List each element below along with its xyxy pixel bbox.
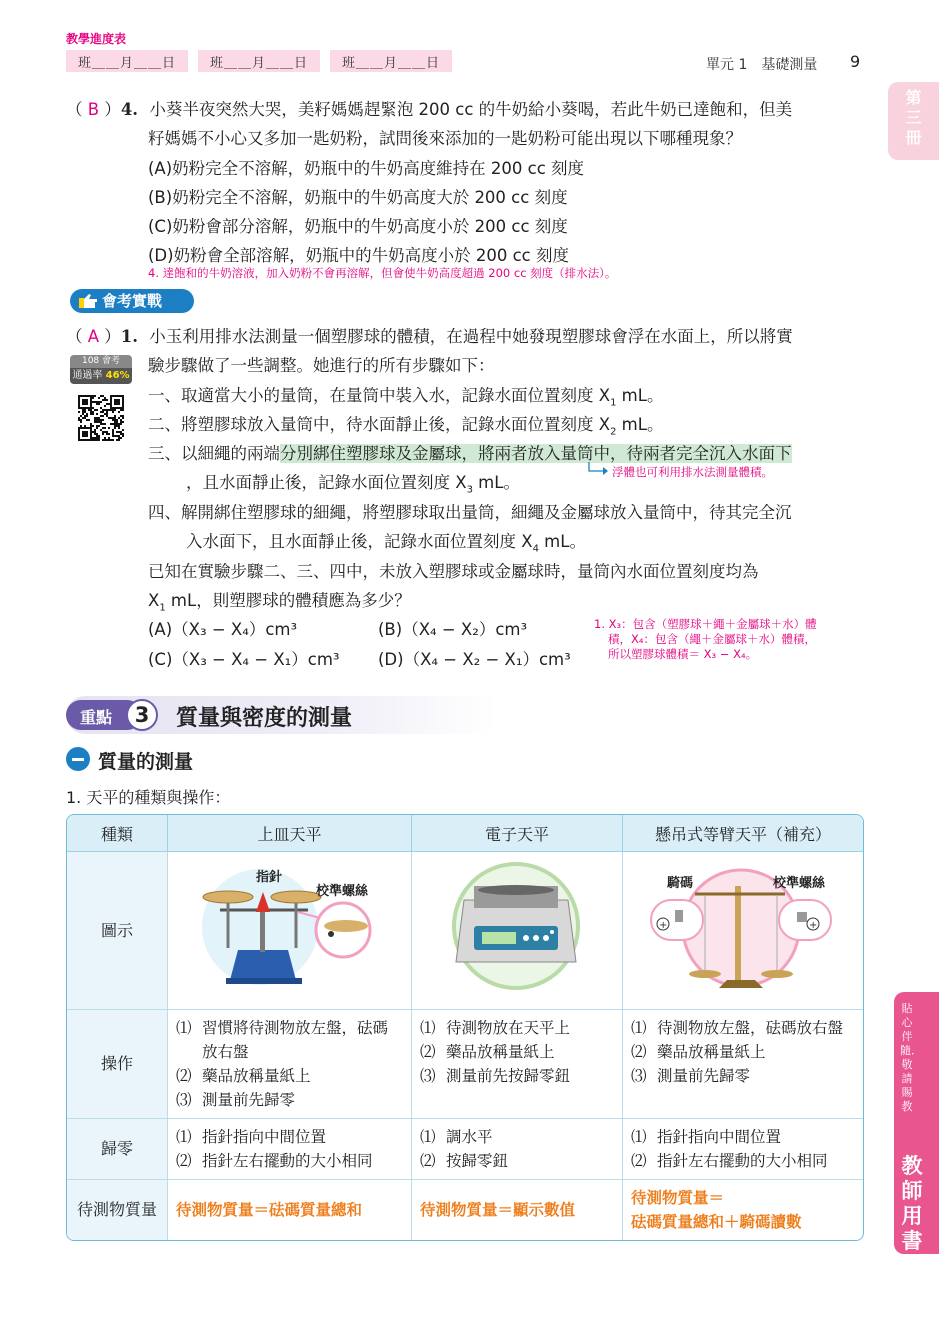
step-3-note: 浮體也可利用排水法測量體積。 (612, 465, 773, 479)
teacher-book-label: 教師用書 (901, 1154, 923, 1253)
minus-circle-icon (66, 747, 90, 771)
step-4-cont: 入水面下，且水面靜止後，記錄水面位置刻度 $X_4$ mL。 (186, 532, 586, 555)
row-label: 圖示 (67, 852, 168, 1010)
equal-arm-balance-image (623, 852, 863, 1010)
schedule-box: 班＿＿月＿＿日 (198, 50, 320, 72)
pointer-label: 指針 (256, 870, 283, 885)
ops-cell: ⑴ 待測物放左盤，砝碼放右盤 ⑵ 藥品放稱量紙上 ⑶ 測量前先歸零 (623, 1010, 863, 1119)
table-row (67, 852, 863, 1010)
question-ask: $X_1$ mL，則塑膠球的體積應為多少？ (148, 591, 411, 614)
table-header: 懸吊式等臂天平（補充） (623, 815, 863, 852)
teacher-book-slogan: 貼心伴隨．敬請賜教 (900, 1002, 922, 1113)
option-d: (D)（X₄ − X₂ − X₁）cm³ (378, 650, 571, 669)
row-label: 待測物質量 (67, 1180, 168, 1240)
section-title: 質量與密度的測量 (176, 706, 353, 731)
option-b: (B)（X₄ − X₂）cm³ (378, 620, 528, 639)
subsection-title: 質量的測量 (98, 751, 194, 773)
question-number: 1. (120, 327, 139, 346)
list-item-1: 1. 天平的種類與操作： (66, 788, 231, 807)
exam-practice-banner (70, 289, 194, 313)
zero-cell: ⑴ 調水平 ⑵ 按歸零鈕 (412, 1119, 623, 1180)
table-row (67, 1180, 863, 1240)
ops-cell: ⑴ 待測物放在天平上 ⑵ 藥品放稱量紙上 ⑶ 測量前先按歸零鈕 (412, 1010, 623, 1119)
section-number: 3 (126, 699, 158, 731)
option-d: (D)奶粉會全部溶解，奶瓶中的牛奶高度小於 200 cc 刻度 (148, 246, 569, 265)
screw-label: 校準螺絲 (316, 884, 369, 899)
question-stem: 籽媽媽不小心又多加一匙奶粉，試問後來添加的一匙奶粉可能出現以下哪種現象？ (148, 129, 742, 148)
option-c: (C)（X₃ − X₄ − X₁）cm³ (148, 650, 340, 669)
running-head: 單元 1 基礎測量 (706, 57, 818, 73)
table-header: 上皿天平 (168, 815, 412, 852)
balance-table (66, 814, 864, 1241)
qr-code-icon[interactable] (78, 395, 124, 441)
option-a: (A)（X₃ − X₄）cm³ (148, 620, 298, 639)
step-4: 四、解開綁住塑膠球的細繩，將塑膠球取出量筒，細繩及金屬球放入量筒中，待其完全沉 (148, 503, 792, 522)
arrow-icon (586, 462, 610, 476)
table-row (67, 1010, 863, 1119)
teacher-book-tab (894, 992, 939, 1254)
zero-cell: ⑴ 指針指向中間位置 ⑵ 指針左右擺動的大小相同 (168, 1119, 412, 1180)
question-stem: 小葵半夜突然大哭，美籽媽媽趕緊泡 200 cc 的牛奶給小葵喝，若此牛奶已達飽和，但美 (149, 100, 793, 119)
option-a: (A)奶粉完全不溶解，奶瓶中的牛奶高度維持在 200 cc 刻度 (148, 159, 585, 178)
answer-note: 1. X₃：包含（塑膠球＋繩＋金屬球＋水）體 積，X₄：包含（繩＋金屬球＋水）體積， 所以塑膠球體積＝ X₃ − X₄。 (594, 617, 817, 661)
question-stem: 驗步驟做了一些調整。她進行的所有步驟如下： (148, 356, 495, 375)
known-condition: 已知在實驗步驟二、三、四中，未放入塑膠球或金屬球時，量筒內水面位置刻度均為 (148, 562, 759, 581)
schedule-box: 班＿＿月＿＿日 (330, 50, 452, 72)
volume-tab-text: 第三冊 (905, 88, 922, 147)
section-label: 重點 (80, 708, 113, 727)
pan-balance-image (168, 852, 412, 1010)
banner-label: 會考實戰 (102, 292, 163, 310)
equal-arm-balance-illustration (623, 852, 863, 1002)
step-3: 三、以細繩的兩端分別綁住塑膠球及金屬球，將兩者放入量筒中，待兩者完全沉入水面下 (148, 444, 792, 463)
ops-cell: ⑴ 習慣將待測物放左盤，砝碼放右盤 ⑵ 藥品放稱量紙上 ⑶ 測量前先歸零 (168, 1010, 412, 1119)
svg-text:+: + (809, 920, 818, 931)
pass-rate: 通過率 46% (70, 368, 132, 384)
highlighted-text: 分別綁住塑膠球及金屬球，將兩者放入量筒中，待兩者完全沉入水面下 (280, 444, 792, 463)
zero-cell: ⑴ 指針指向中間位置 ⑵ 指針左右擺動的大小相同 (623, 1119, 863, 1180)
question-number: 4. (120, 100, 139, 119)
mass-cell: 待測物質量＝ 砝碼質量總和＋騎碼讀數 (631, 1189, 802, 1231)
step-1: 一、取適當大小的量筒，在量筒中裝入水，記錄水面位置刻度 $X_1$ mL。 (148, 386, 664, 409)
pan-balance-illustration (168, 852, 411, 1002)
option-c: (C)奶粉會部分溶解，奶瓶中的牛奶高度小於 200 cc 刻度 (148, 217, 568, 236)
table-header: 電子天平 (412, 815, 623, 852)
mass-cell: 待測物質量＝顯示數值 (412, 1180, 623, 1240)
table-header-row (67, 815, 863, 852)
screw-label: 校準螺絲 (773, 876, 826, 891)
electronic-balance-image (412, 852, 623, 1010)
table-row (67, 1119, 863, 1180)
schedule-title: 教學進度表 (66, 32, 127, 46)
pointing-hand-icon (78, 292, 98, 310)
schedule-box: 班＿＿月＿＿日 (66, 50, 188, 72)
row-label: 歸零 (67, 1119, 168, 1180)
question-4: （ B ）4. 小葵半夜突然大哭，美籽媽媽趕緊泡 200 cc 的牛奶給小葵喝，若此牛奶已達飽和，但美 (66, 100, 793, 119)
exam-year: 108 會考 (70, 355, 132, 368)
option-b: (B)奶粉完全不溶解，奶瓶中的牛奶高度大於 200 cc 刻度 (148, 188, 568, 207)
question-stem: 小玉利用排水法測量一個塑膠球的體積，在過程中她發現塑膠球會浮在水面上，所以將實 (149, 327, 793, 346)
question-1: （ A ）1. 小玉利用排水法測量一個塑膠球的體積，在過程中她發現塑膠球會浮在水面上，所以將實 (66, 327, 793, 346)
pass-rate-badge (70, 355, 132, 384)
step-2: 二、將塑膠球放入量筒中，待水面靜止後，記錄水面位置刻度 $X_2$ mL。 (148, 415, 664, 438)
svg-text:+: + (659, 920, 668, 931)
volume-tab (888, 82, 939, 160)
row-label: 操作 (67, 1010, 168, 1119)
step-3-cont: ，且水面靜止後，記錄水面位置刻度 $X_3$ mL。 (186, 473, 520, 496)
electronic-balance-illustration (412, 852, 622, 1002)
table-header: 種類 (67, 815, 168, 852)
answer-mark: A (87, 327, 100, 346)
answer-mark: B (87, 100, 100, 119)
page-number: 9 (850, 52, 861, 71)
answer-note: 4. 達飽和的牛奶溶液，加入奶粉不會再溶解，但會使牛奶高度超過 200 cc 刻度（排水法）。 (148, 266, 617, 280)
mass-cell: 待測物質量＝砝碼質量總和 (168, 1180, 412, 1240)
rider-label: 騎碼 (667, 876, 694, 891)
